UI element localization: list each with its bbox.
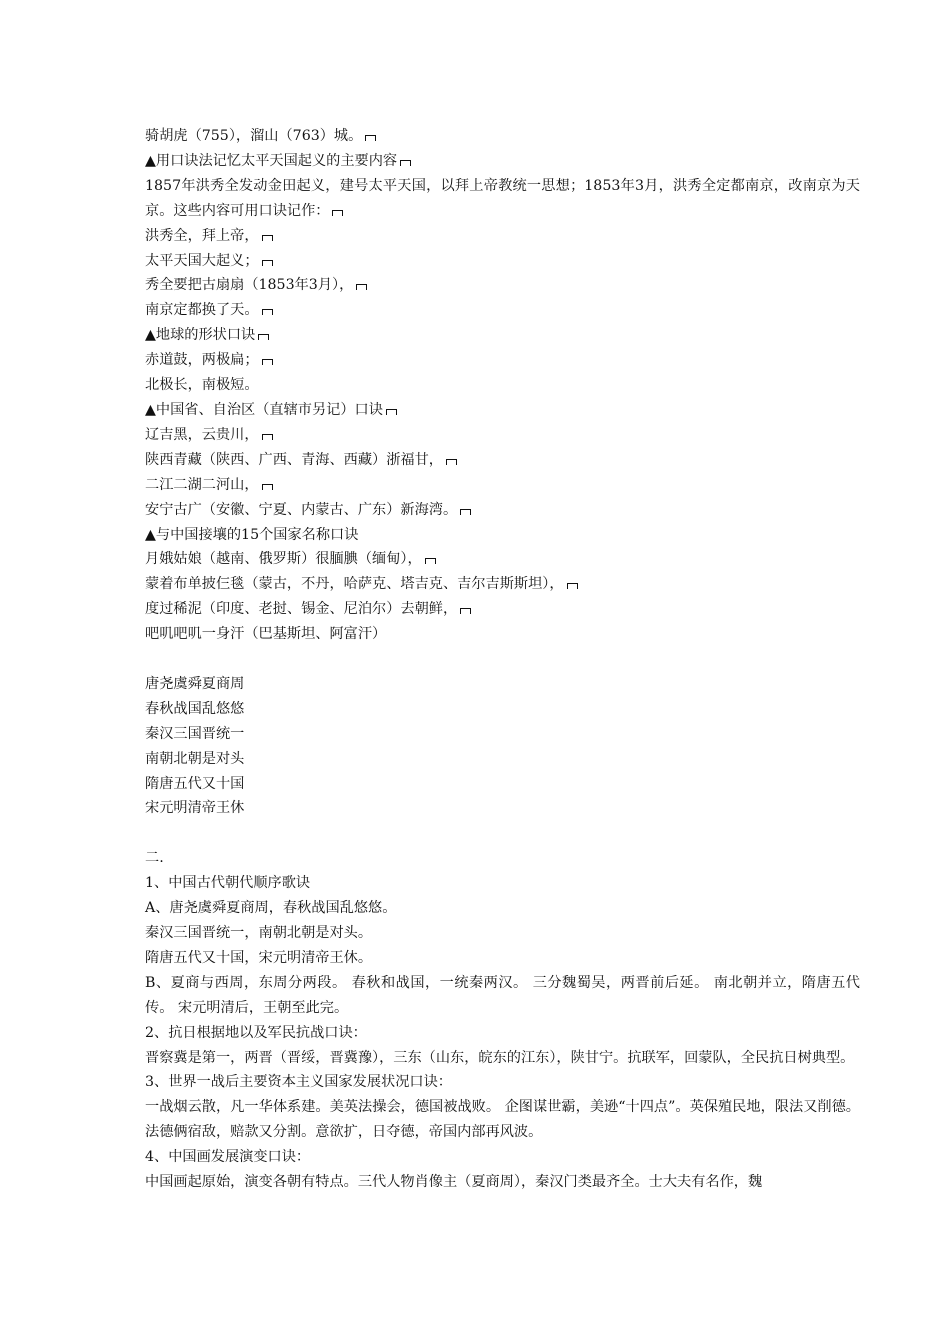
blank-line (145, 647, 860, 672)
text-line: 赤道鼓，两极扁； (145, 348, 860, 373)
text-line: 中国画起原始，演变各朝有特点。三代人物肖像主（夏商周），秦汉门类最齐全。士大夫有名作，魏 (145, 1174, 763, 1191)
text-line: 度过稀泥（印度、老挝、锡金、尼泊尔）去朝鲜， (145, 597, 860, 622)
section-heading: 2、抗日根据地以及军民抗战口诀： (145, 1024, 367, 1041)
paragraph-mark-icon (356, 284, 367, 290)
verse-line: 宋元明清帝王休 (145, 800, 245, 817)
text-line: 隋唐五代又十国，宋元明清帝王休。 (145, 949, 373, 966)
section-number: 二. (145, 850, 164, 867)
text-line: 洪秀全，拜上帝， (145, 224, 860, 249)
paragraph-mark-icon (400, 160, 411, 166)
text-line: 陕西青藏（陕西、广西、青海、西藏）浙福甘， (145, 448, 860, 473)
blank-line (145, 821, 860, 846)
text-line: 北极长，南极短。 (145, 377, 259, 394)
paragraph-mark-icon (460, 509, 471, 515)
paragraph-mark-icon (262, 359, 273, 365)
paragraph-mark-icon (262, 260, 273, 266)
text-line: 秦汉三国晋统一，南朝北朝是对头。 (145, 924, 373, 941)
text-line: 安宁古广（安徽、宁夏、内蒙古、广东）新海湾。 (145, 498, 860, 523)
verse-line: 南朝北朝是对头 (145, 750, 245, 767)
text-line: 月娥姑娘（越南、俄罗斯）很腼腆（缅甸）， (145, 547, 860, 572)
verse-line: 隋唐五代又十国 (145, 775, 245, 792)
section-heading: 1、中国古代朝代顺序歌诀 (145, 875, 311, 892)
text-line: 南京定都换了天。 (145, 298, 860, 323)
section-heading: ▲用口诀法记忆太平天国起义的主要内容 (145, 149, 860, 174)
paragraph-mark-icon (262, 235, 273, 241)
paragraph-mark-icon (386, 409, 397, 415)
section-heading: ▲与中国接壤的15个国家名称口诀 (145, 526, 359, 543)
section-heading: 4、中国画发展演变口诀： (145, 1149, 311, 1166)
section-heading: ▲中国省、自治区（直辖市另记）口诀 (145, 398, 860, 423)
text-line: 辽吉黑，云贵川， (145, 423, 860, 448)
paragraph-mark-icon (567, 583, 578, 589)
text-line: 太平天国大起义； (145, 249, 860, 274)
paragraph: B、夏商与西周，东周分两段。 春秋和战国，一统秦两汉。 三分魏蜀吴，两晋前后延。 南北朝并立，隋唐五代传。 宋元明清后，王朝至此完。 (145, 974, 860, 1016)
section-heading: ▲地球的形状口诀 (145, 323, 860, 348)
paragraph-mark-icon (262, 434, 273, 440)
section-heading: 3、世界一战后主要资本主义国家发展状况口诀： (145, 1074, 452, 1091)
text-line: 蒙着布单披仨毯（蒙古，不丹，哈萨克、塔吉克、吉尔吉斯斯坦）， (145, 572, 860, 597)
text-line: 吧叽吧叽一身汗（巴基斯坦、阿富汗） (145, 626, 387, 643)
text-line: 秀全要把古扇扇（1853年3月）， (145, 273, 860, 298)
text-line: 骑胡虎（755），溜山（763）城。 (145, 124, 860, 149)
paragraph-mark-icon (425, 558, 436, 564)
paragraph-mark-icon (258, 334, 269, 340)
text-line: A、唐尧虞舜夏商周，春秋战国乱悠悠。 (145, 900, 397, 917)
paragraph-mark-icon (262, 484, 273, 490)
document-body (145, 124, 860, 1195)
paragraph-mark-icon (446, 459, 457, 465)
paragraph-mark-icon (262, 309, 273, 315)
paragraph: 一战烟云散，凡一华体系建。美英法操会，德国被战败。 企图谋世霸，美逊“十四点”。英保殖民地，限法又削德。 法德俩宿敌，赔款又分割。意欲扩，日夺德，帝国内部再风波。 (145, 1099, 860, 1141)
verse-line: 唐尧虞舜夏商周 (145, 675, 245, 692)
verse-line: 秦汉三国晋统一 (145, 725, 245, 742)
paragraph-mark-icon (460, 608, 471, 614)
paragraph: 1857年洪秀全发动金田起义，建号太平天国，以拜上帝教统一思想；1853年3月，洪秀全定都南京，改南京为天京。这些内容可用口诀记作： (145, 177, 860, 219)
paragraph-mark-icon (365, 135, 376, 141)
paragraph: 晋察冀是第一，两晋（晋绥，晋冀豫），三东（山东，皖东的江东），陕甘宁。抗联军，回蒙队，全民抗日树典型。 (145, 1049, 855, 1066)
verse-line: 春秋战国乱悠悠 (145, 700, 245, 717)
paragraph-mark-icon (332, 210, 343, 216)
text-line: 二江二湖二河山， (145, 473, 860, 498)
